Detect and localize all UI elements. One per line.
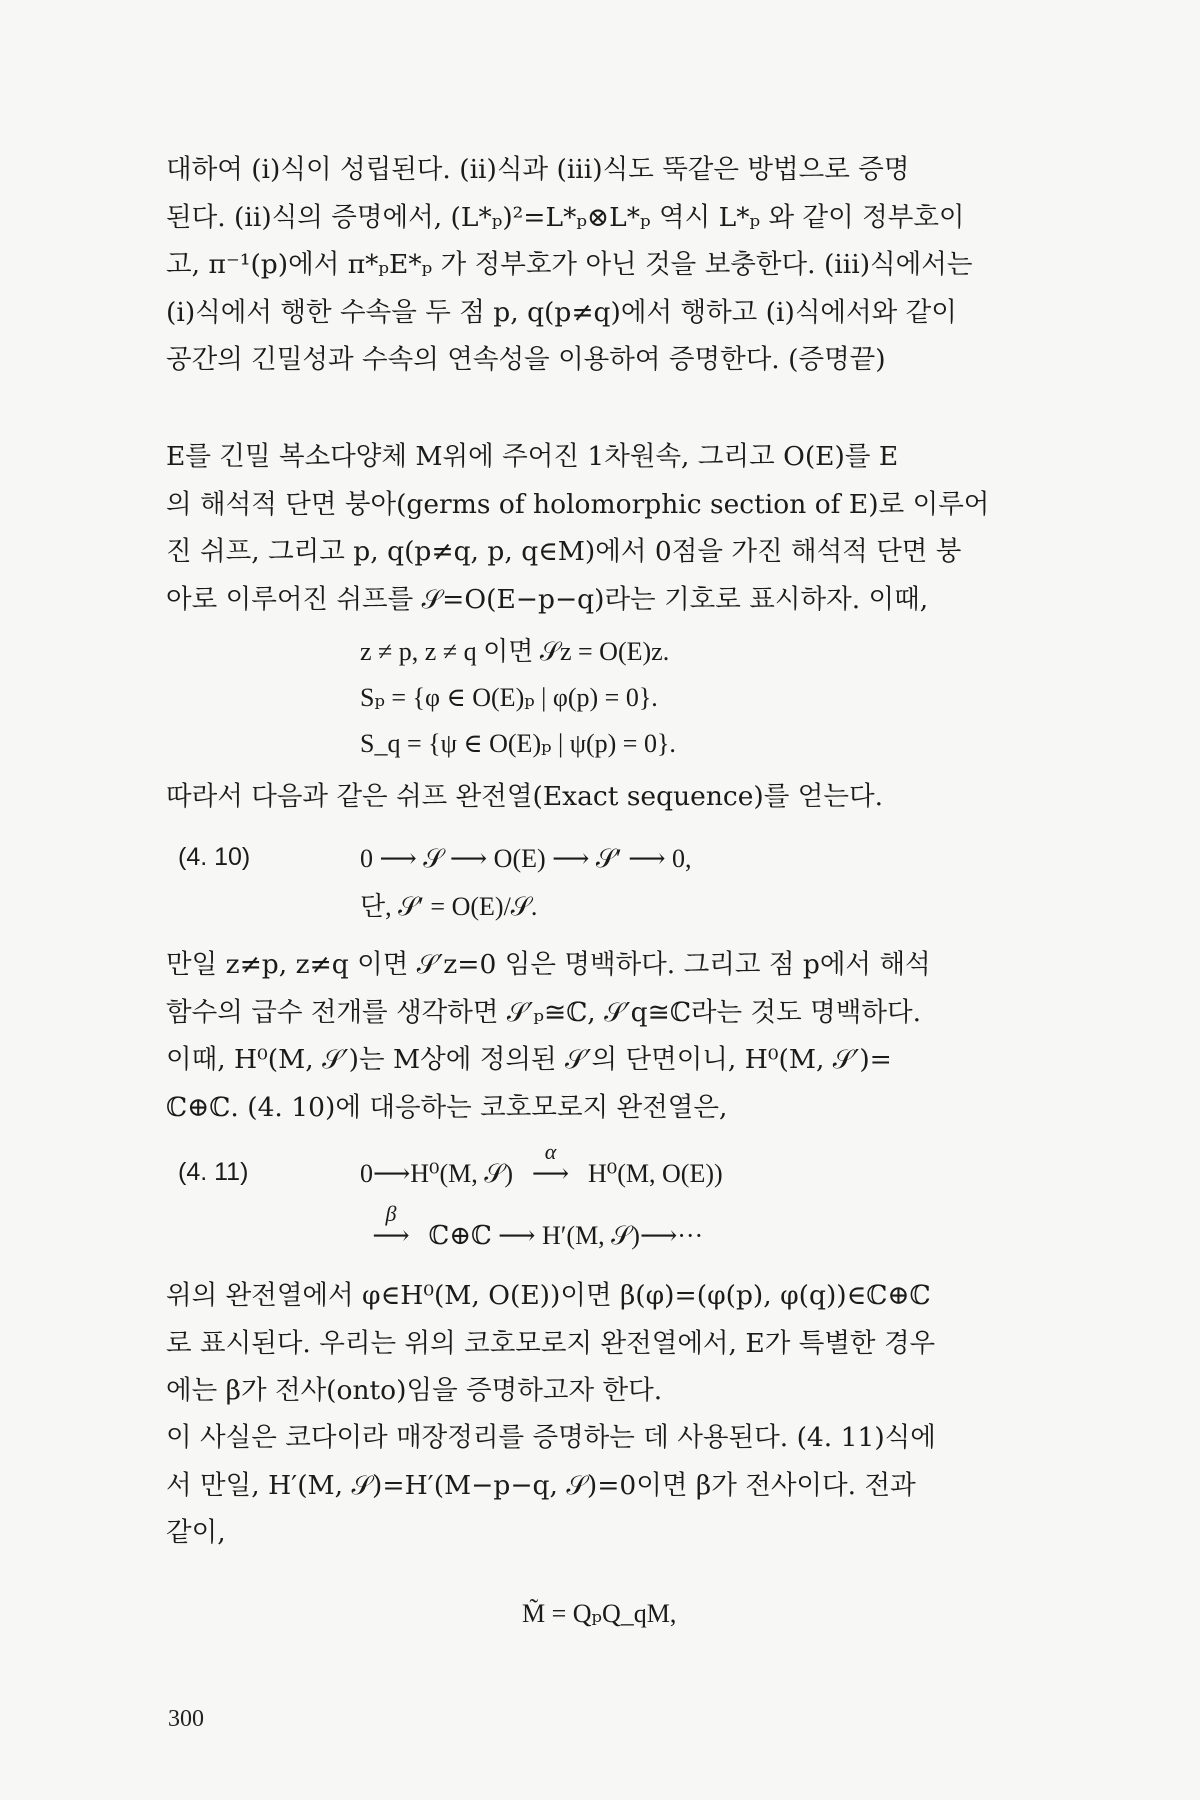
text-line: E를 긴밀 복소다양체 M위에 주어진 1차원속, 그리고 O(E)를 E	[166, 441, 899, 472]
equation-line: 0 ⟶ 𝒮 ⟶ O(E) ⟶ 𝒮′ ⟶ 0,	[360, 844, 692, 873]
beta-label: β	[385, 1201, 397, 1226]
alpha-label: α	[544, 1139, 557, 1164]
paragraph-6	[166, 1414, 1024, 1557]
text-line: 의 해석적 단면 붕아(germs of holomorphic section of E)로 이루어	[166, 488, 990, 520]
text-line: 만일 z≠p, z≠q 이면 𝒮′z=0 임은 명백하다. 그리고 점 p에서 해석	[166, 949, 931, 980]
equation-label: (4. 11)	[178, 1158, 249, 1186]
paragraph-4	[166, 941, 1024, 1131]
equation-label: (4. 10)	[178, 843, 251, 871]
text-line: 아로 이루어진 쉬프를 𝒮=O(E−p−q)라는 기호로 표시하자. 이때,	[166, 583, 929, 615]
equation-part: H⁰(M, O(E))	[588, 1159, 723, 1188]
equation-line: 단, 𝒮′ = O(E)/𝒮.	[360, 892, 538, 921]
paragraph-1	[166, 146, 1024, 384]
text-line: 이때, H⁰(M, 𝒮′)는 M상에 정의된 𝒮′의 단면이니, H⁰(M, 𝒮′)=	[166, 1044, 892, 1075]
text-line: 함수의 급수 전개를 생각하면 𝒮′ₚ≅ℂ, 𝒮′q≅ℂ라는 것도 명백하다.	[166, 996, 921, 1028]
text-line: 고, π⁻¹(p)에서 π*ₚE*ₚ 가 정부호가 아닌 것을 보충한다. (iii)식에서는	[166, 249, 973, 280]
arrow-icon: ⟶	[531, 1159, 570, 1188]
beta-arrow	[360, 1201, 422, 1256]
text-line: 위의 완전열에서 φ∈H⁰(M, O(E))이면 β(φ)=(φ(p), φ(q))∈ℂ⊕ℂ	[166, 1280, 931, 1311]
text-line: 공간의 긴밀성과 수속의 연속성을 이용하여 증명한다. (증명끝)	[166, 344, 886, 375]
equation-part: 0⟶H⁰(M, 𝒮)	[360, 1159, 514, 1188]
alpha-arrow	[520, 1139, 582, 1194]
text-line: 서 만일, H′(M, 𝒮)=H′(M−p−q, 𝒮)=0이면 β가 전사이다. 전과	[166, 1469, 916, 1501]
text-line: 로 표시된다. 우리는 위의 코호모로지 완전열에서, E가 특별한 경우	[166, 1327, 936, 1359]
text-line: 이 사실은 코다이라 매장정리를 증명하는 데 사용된다. (4. 11)식에	[166, 1422, 936, 1453]
page-number: 300	[168, 1706, 204, 1732]
text-line: 따라서 다음과 같은 쉬프 완전열(Exact sequence)를 얻는다.	[166, 781, 883, 812]
text-line: 진 쉬프, 그리고 p, q(p≠q, p, q∈M)에서 0점을 가진 해석적 단면 붕	[166, 536, 962, 567]
arrow-icon: ⟶	[372, 1221, 410, 1250]
text-line: 에는 β가 전사(onto)임을 증명하고자 한다.	[166, 1375, 663, 1406]
equation-part: ℂ⊕ℂ ⟶ H′(M, 𝒮)⟶···	[428, 1221, 704, 1250]
paragraph-3	[166, 773, 1024, 821]
equation-line: M̃ = QₚQ_qM,	[522, 1599, 677, 1628]
paragraph-5	[166, 1272, 1024, 1415]
text-line: 된다. (ii)식의 증명에서, (L*ₚ)²=L*ₚ⊗L*ₚ 역시 L*ₚ 와 같이 정부호이	[166, 201, 965, 233]
text-line: ℂ⊕ℂ. (4. 10)에 대응하는 코호모로지 완전열은,	[166, 1091, 728, 1123]
equation-line: Sₚ = {φ ∈ O(E)ₚ | φ(p) = 0}.	[360, 683, 658, 712]
equation-line	[360, 1139, 723, 1194]
text-line: 대하여 (i)식이 성립된다. (ii)식과 (iii)식도 뚝같은 방법으로 증명	[166, 154, 910, 185]
equation-line: S_q = {ψ ∈ O(E)ₚ | ψ(p) = 0}.	[360, 729, 676, 758]
paragraph-2	[166, 433, 1024, 623]
text-line: (i)식에서 행한 수속을 두 점 p, q(p≠q)에서 행하고 (i)식에서와 같이	[166, 296, 957, 328]
equation-line	[360, 1201, 704, 1256]
text-line: 같이,	[166, 1517, 226, 1548]
equation-line: z ≠ p, z ≠ q 이면 𝒮z = O(E)z.	[360, 637, 670, 666]
